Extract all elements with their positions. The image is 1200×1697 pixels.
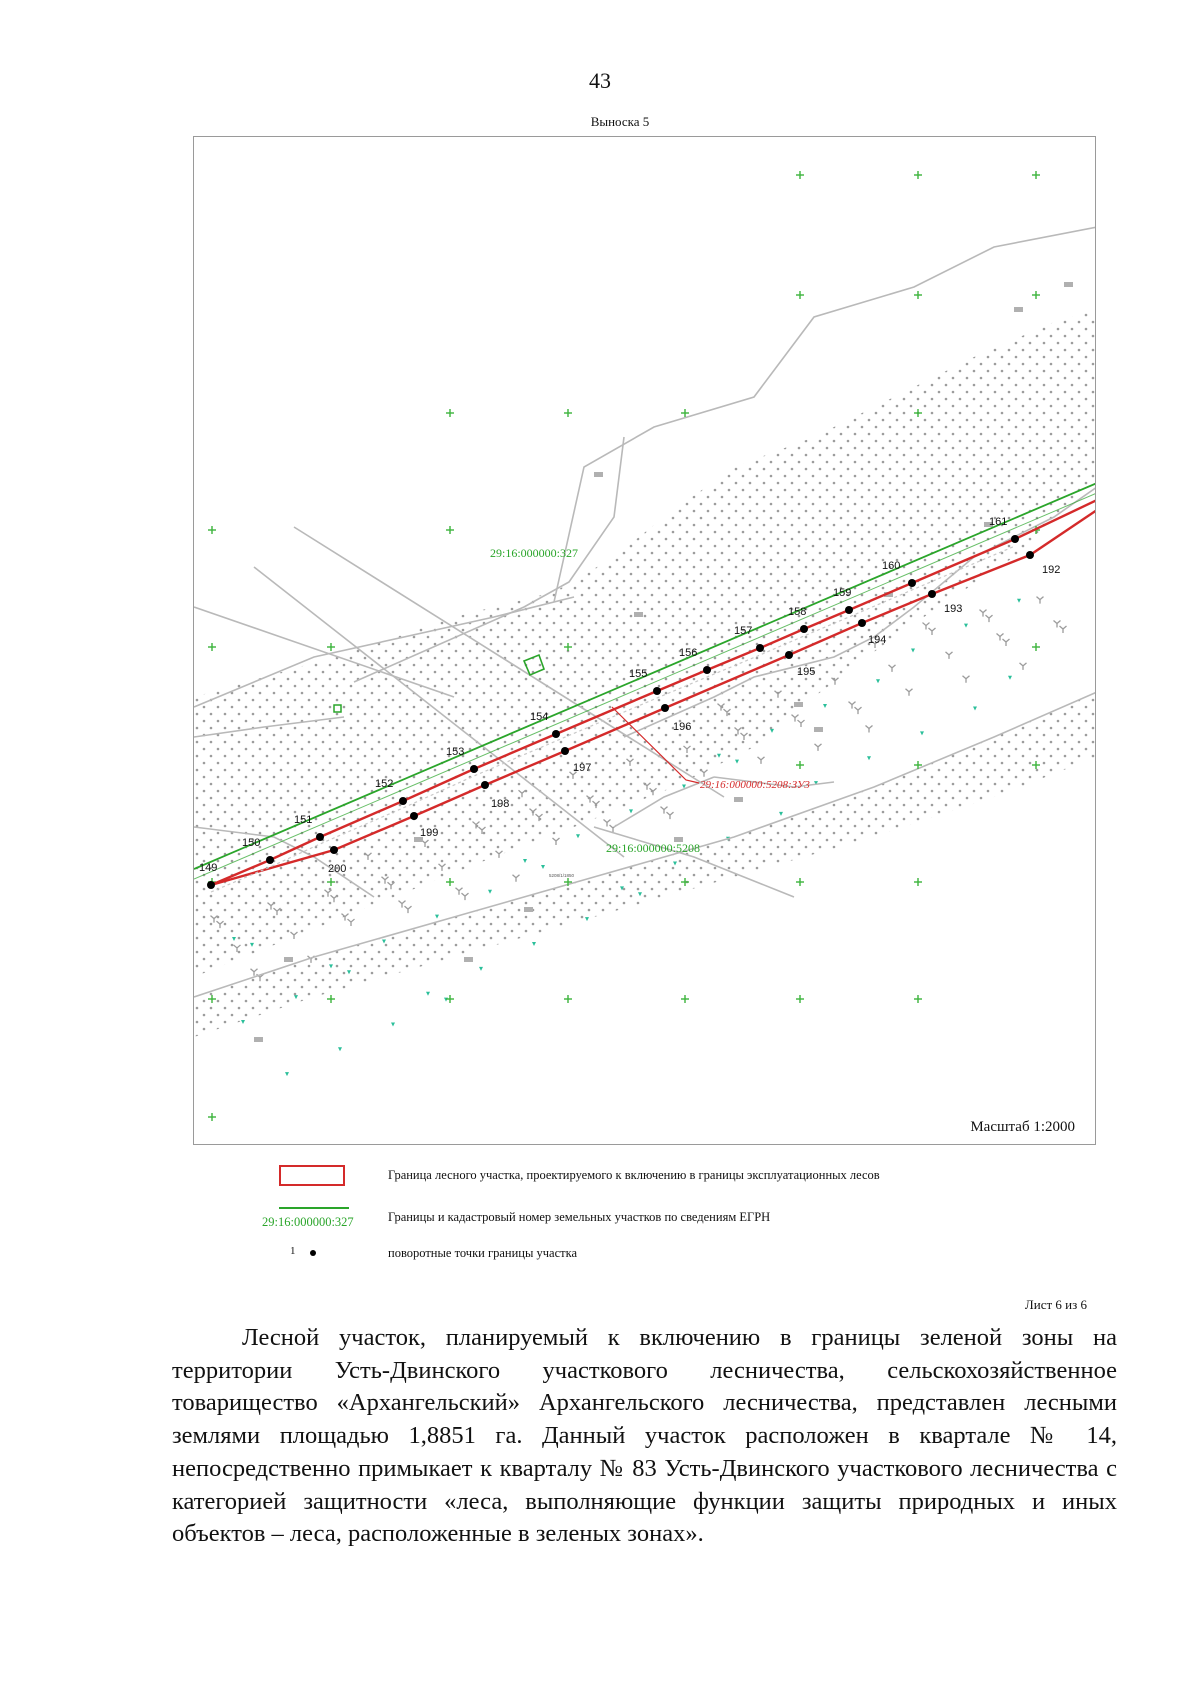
grid-cross-icon xyxy=(446,878,454,886)
turning-point xyxy=(845,606,853,614)
tree-symbol xyxy=(855,707,862,714)
turning-point-label: 149 xyxy=(199,862,218,874)
turning-point-label: 196 xyxy=(673,721,692,733)
grid-cross-icon xyxy=(208,1113,216,1121)
shrub-symbol xyxy=(735,760,739,764)
turning-point-label: 152 xyxy=(375,778,394,790)
turning-point xyxy=(1026,551,1034,559)
tree-symbol xyxy=(667,812,674,819)
grid-cross-icon xyxy=(446,409,454,417)
turning-point xyxy=(661,704,669,712)
tree-symbol xyxy=(929,628,936,635)
shrub-symbol xyxy=(576,834,580,838)
point-icon xyxy=(310,1250,316,1256)
page-number: 43 xyxy=(589,68,611,93)
shrub-symbol xyxy=(973,707,977,711)
grid-cross-icon xyxy=(796,761,804,769)
building xyxy=(1064,282,1073,287)
grid-cross-icon xyxy=(914,291,922,299)
grid-cross-icon xyxy=(446,995,454,1003)
tree-symbol xyxy=(1020,663,1027,670)
grid-cross-icon xyxy=(327,995,335,1003)
legend-text: Граница лесного участка, проектируемого к включению в границы эксплуатационных лесов xyxy=(388,1168,880,1182)
turning-point xyxy=(561,747,569,755)
map-frame xyxy=(193,136,1096,1145)
turning-point-label: 200 xyxy=(328,863,347,875)
sheet-label: Лист 6 из 6 xyxy=(1024,1297,1087,1312)
shrub-symbol xyxy=(479,967,483,971)
building xyxy=(464,957,473,962)
shrub-symbol xyxy=(338,1047,342,1051)
shrub-symbol xyxy=(285,1072,289,1076)
tree-symbol xyxy=(1003,639,1010,646)
grid-cross-icon xyxy=(914,878,922,886)
turning-point xyxy=(800,625,808,633)
shrub-symbol xyxy=(920,731,924,735)
tree-symbol xyxy=(866,726,873,733)
grid-cross-icon xyxy=(914,171,922,179)
shrub-symbol xyxy=(541,865,545,869)
scale-label: Масштаб 1:2000 xyxy=(970,1119,1075,1135)
shrub-symbol xyxy=(779,812,783,816)
turning-point-label: 199 xyxy=(420,827,439,839)
building xyxy=(594,472,603,477)
shrub-symbol xyxy=(629,809,633,813)
turning-point xyxy=(552,730,560,738)
turning-point xyxy=(703,666,711,674)
grid-cross-icon xyxy=(1032,171,1040,179)
building xyxy=(284,957,293,962)
shrub-symbol xyxy=(876,679,880,683)
grid-cross-icon xyxy=(1032,643,1040,651)
grid-cross-icon xyxy=(1032,291,1040,299)
turning-point xyxy=(410,812,418,820)
turning-point-label: 197 xyxy=(573,762,592,774)
shrub-symbol xyxy=(1017,599,1021,603)
turning-point xyxy=(653,687,661,695)
turning-point xyxy=(207,881,215,889)
turning-point xyxy=(470,765,478,773)
legend-point-number: 1 xyxy=(290,1245,296,1257)
cadastral-map xyxy=(194,137,1096,1145)
turning-point-label: 194 xyxy=(868,634,887,646)
grid-cross-icon xyxy=(796,878,804,886)
turning-point xyxy=(858,619,866,627)
grid-cross-icon xyxy=(564,995,572,1003)
turning-point xyxy=(756,644,764,652)
turning-point-label: 154 xyxy=(530,711,549,723)
tree-symbol xyxy=(553,838,560,845)
tree-symbol xyxy=(1037,597,1044,604)
green-line-swatch xyxy=(279,1207,349,1209)
turning-point-label: 157 xyxy=(734,625,753,637)
grid-cross-icon xyxy=(208,643,216,651)
turning-point xyxy=(330,846,338,854)
shrub-symbol xyxy=(1008,676,1012,680)
grid-cross-icon xyxy=(681,995,689,1003)
grid-cross-icon xyxy=(796,995,804,1003)
shrub-symbol xyxy=(488,890,492,894)
grid-cross-icon xyxy=(796,291,804,299)
shrub-symbol xyxy=(523,859,527,863)
tree-symbol xyxy=(815,744,822,751)
turning-point-label: 155 xyxy=(629,668,648,680)
turning-point-label: 193 xyxy=(944,603,963,615)
building xyxy=(1014,307,1023,312)
tree-symbol xyxy=(963,676,970,683)
cadastral-label-327: 29:16:000000:327 xyxy=(490,546,579,560)
grid-cross-icon xyxy=(564,409,572,417)
tree-symbol xyxy=(462,893,469,900)
tree-symbol xyxy=(1060,626,1067,633)
building xyxy=(794,702,803,707)
turning-point xyxy=(908,579,916,587)
tree-symbol xyxy=(405,906,412,913)
grid-cross-icon xyxy=(208,526,216,534)
building xyxy=(524,907,533,912)
side-note: 5208/1/1850 xyxy=(549,873,575,878)
legend-cadastral-label: 29:16:000000:327 xyxy=(262,1215,354,1229)
grid-cross-icon xyxy=(446,526,454,534)
red-rectangle-swatch xyxy=(279,1165,345,1186)
turning-point-label: 156 xyxy=(679,647,698,659)
shrub-symbol xyxy=(391,1022,395,1026)
body-paragraph: Лесной участок, планируемый к включению в границы зеленой зоны на территории Усть-Двинского участкового лесничества, сельскохозяйственное товарищество «Архангельский» Архангельского лесничества, представлен лесными землями площадью 1,8851 га. Данный участок расположен в квартале № 14, непосредственно примыкает к кварталу № 83 Усть-Двинского участкового лесничества с категорией защитности «леса, выполняющие функции защиты природных и иных объектов – леса, расположенные в зеленых зонах». xyxy=(172,1324,1117,1548)
tree-symbol xyxy=(758,757,765,764)
grid-cross-icon xyxy=(327,643,335,651)
shrub-symbol xyxy=(964,624,968,628)
grid-cross-icon xyxy=(681,409,689,417)
turning-point xyxy=(928,590,936,598)
inset-title: Выноска 5 xyxy=(590,114,650,129)
building xyxy=(634,612,643,617)
turning-point-label: 198 xyxy=(491,798,510,810)
turning-point-label: 150 xyxy=(242,837,261,849)
legend-text: Границы и кадастровый номер земельных участков по сведениям ЕГРН xyxy=(388,1210,771,1224)
shrub-symbol xyxy=(911,648,915,652)
turning-point xyxy=(785,651,793,659)
cadastral-label-5208: 29:16:000000:5208 xyxy=(606,841,701,855)
tree-symbol xyxy=(889,665,896,672)
shrub-symbol xyxy=(532,942,536,946)
turning-point-label: 195 xyxy=(797,666,816,678)
turning-point xyxy=(1011,535,1019,543)
turning-point xyxy=(481,781,489,789)
tree-symbol xyxy=(513,875,520,882)
turning-point-label: 153 xyxy=(446,746,465,758)
legend-text: поворотные точки границы участка xyxy=(388,1246,578,1260)
grid-cross-icon xyxy=(796,171,804,179)
turning-point-label: 151 xyxy=(294,814,313,826)
turning-point-label: 161 xyxy=(989,516,1008,528)
turning-point xyxy=(399,797,407,805)
building xyxy=(814,727,823,732)
turning-point xyxy=(266,856,274,864)
cadastral-label-zu3: 29:16:000000:5208:ЗУ3 xyxy=(700,779,810,791)
turning-point-label: 192 xyxy=(1042,564,1061,576)
tree-symbol xyxy=(348,919,355,926)
tree-symbol xyxy=(986,615,993,622)
shrub-symbol xyxy=(435,915,439,919)
shrub-symbol xyxy=(867,756,871,760)
building xyxy=(254,1037,263,1042)
tree-symbol xyxy=(798,720,805,727)
shrub-symbol xyxy=(426,992,430,996)
shrub-symbol xyxy=(823,704,827,708)
turning-point-label: 159 xyxy=(833,587,852,599)
turning-point-label: 158 xyxy=(788,606,807,618)
turning-point-label: 160 xyxy=(882,560,901,572)
tree-symbol xyxy=(946,652,953,659)
shrub-symbol xyxy=(241,1020,245,1024)
turning-point xyxy=(316,833,324,841)
grid-cross-icon xyxy=(914,995,922,1003)
building xyxy=(734,797,743,802)
tree-symbol xyxy=(906,689,913,696)
